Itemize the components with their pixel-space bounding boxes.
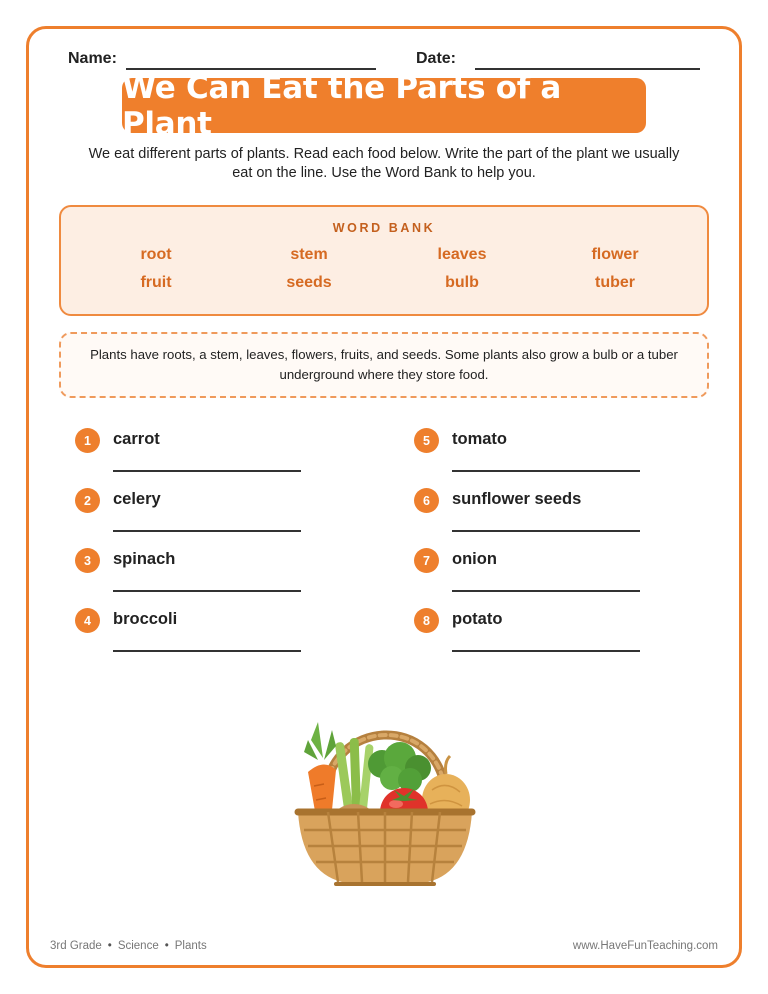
answer-line[interactable] <box>113 530 301 532</box>
food-name: potato <box>452 610 503 628</box>
word-bank-word: seeds <box>286 274 332 291</box>
footer-website[interactable]: www.HaveFunTeaching.com <box>572 940 718 952</box>
instructions: We eat different parts of plants. Read each food below. Write the part of the plant we usually eat on the line. Use the Word Bank to help you. <box>88 146 680 181</box>
footer-tag-grade: 3rd Grade <box>50 940 102 952</box>
name-label: Name: <box>68 50 117 67</box>
question-item <box>414 488 654 542</box>
bullet-icon: • <box>164 940 169 952</box>
basket-icon <box>278 700 490 890</box>
word-bank-word: root <box>140 246 172 263</box>
footer-tag-topic: Plants <box>174 940 207 952</box>
food-name: spinach <box>113 550 176 568</box>
answer-line[interactable] <box>452 650 640 652</box>
word-bank-word: stem <box>290 246 328 263</box>
word-bank-word: bulb <box>445 274 479 291</box>
question-number: 1 <box>75 428 100 453</box>
food-name: carrot <box>113 430 160 448</box>
answer-line[interactable] <box>113 470 301 472</box>
answer-line[interactable] <box>113 590 301 592</box>
footer-tags <box>50 940 207 952</box>
question-number: 8 <box>414 608 439 633</box>
word-bank-word: tuber <box>595 274 635 291</box>
title-banner <box>122 69 646 142</box>
bullet-icon: • <box>107 940 112 952</box>
plant-fact-box <box>59 332 709 398</box>
word-bank-word: fruit <box>140 274 172 291</box>
date-label: Date: <box>416 50 457 67</box>
question-item <box>75 488 315 542</box>
answer-line[interactable] <box>452 470 640 472</box>
footer-tag-subject: Science <box>117 940 159 952</box>
question-item <box>75 548 315 602</box>
question-number: 6 <box>414 488 439 513</box>
question-number: 5 <box>414 428 439 453</box>
question-item <box>414 608 654 662</box>
food-name: sunflower seeds <box>452 490 582 508</box>
answer-line[interactable] <box>113 650 301 652</box>
vegetable-basket-illustration <box>278 700 490 890</box>
answer-line[interactable] <box>452 590 640 592</box>
word-bank <box>59 205 709 316</box>
word-bank-word: flower <box>591 246 639 263</box>
question-item <box>414 548 654 602</box>
page-title: We Can Eat the Parts of a Plant <box>122 69 562 142</box>
food-name: broccoli <box>113 610 178 628</box>
food-name: celery <box>113 490 161 508</box>
question-number: 7 <box>414 548 439 573</box>
food-name: tomato <box>452 430 507 448</box>
word-bank-word: leaves <box>437 246 487 263</box>
question-number: 3 <box>75 548 100 573</box>
food-name: onion <box>452 550 497 568</box>
question-item <box>75 428 315 482</box>
question-number: 4 <box>75 608 100 633</box>
question-item <box>75 608 315 662</box>
word-bank-heading: WORD BANK <box>332 221 436 235</box>
question-item <box>414 428 654 482</box>
question-number: 2 <box>75 488 100 513</box>
plant-fact-text: Plants have roots, a stem, leaves, flowers, fruits, and seeds. Some plants also grow a bulb or a tuber underground where they store food. <box>90 347 678 382</box>
answer-line[interactable] <box>452 530 640 532</box>
